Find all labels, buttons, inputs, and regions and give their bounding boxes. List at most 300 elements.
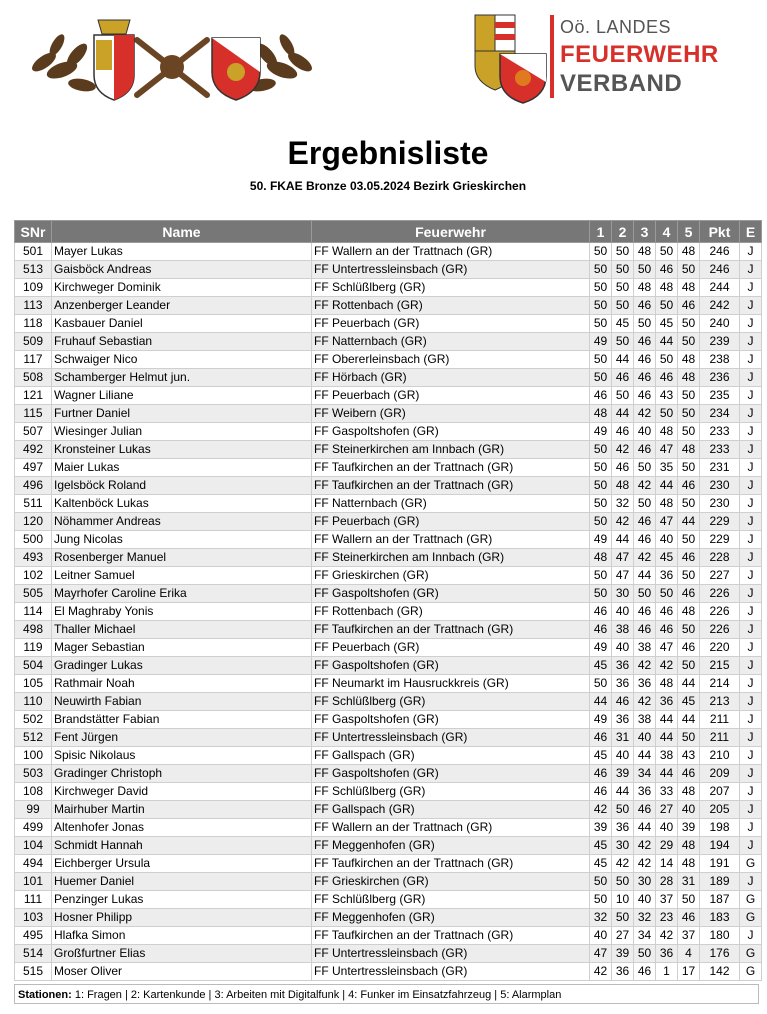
- cell-snr: 499: [15, 819, 52, 837]
- cell-e: J: [740, 621, 762, 639]
- cell-feuerwehr: FF Gaspoltshofen (GR): [312, 657, 590, 675]
- cell-station-1: 42: [590, 801, 612, 819]
- cell-e: J: [740, 495, 762, 513]
- cell-station-4: 44: [656, 729, 678, 747]
- cell-e: J: [740, 693, 762, 711]
- cell-snr: 114: [15, 603, 52, 621]
- cell-station-4: 50: [656, 351, 678, 369]
- cell-station-4: 50: [656, 585, 678, 603]
- cell-station-5: 48: [678, 351, 700, 369]
- cell-station-2: 44: [612, 531, 634, 549]
- cell-station-5: 48: [678, 855, 700, 873]
- cell-feuerwehr: FF Taufkirchen an der Trattnach (GR): [312, 855, 590, 873]
- col-header-station-1: 1: [590, 221, 612, 243]
- cell-station-1: 50: [590, 243, 612, 261]
- cell-station-1: 47: [590, 945, 612, 963]
- org-name-line1: Oö. LANDES: [560, 17, 672, 37]
- cell-e: G: [740, 909, 762, 927]
- cell-station-1: 32: [590, 909, 612, 927]
- cell-station-4: 38: [656, 747, 678, 765]
- cell-name: Schmidt Hannah: [52, 837, 312, 855]
- cell-station-4: 50: [656, 243, 678, 261]
- cell-station-1: 45: [590, 747, 612, 765]
- cell-snr: 100: [15, 747, 52, 765]
- org-name-line2: FEUERWEHR: [560, 41, 719, 68]
- table-row: [15, 765, 762, 783]
- cell-name: Penzinger Lukas: [52, 891, 312, 909]
- col-header-name: Name: [52, 221, 312, 243]
- cell-name: Hosner Philipp: [52, 909, 312, 927]
- cell-station-2: 39: [612, 765, 634, 783]
- cell-station-5: 46: [678, 765, 700, 783]
- cell-station-3: 50: [634, 945, 656, 963]
- cell-station-4: 33: [656, 783, 678, 801]
- cell-station-3: 34: [634, 765, 656, 783]
- col-header-station-5: 5: [678, 221, 700, 243]
- cell-points: 191: [700, 855, 740, 873]
- cell-station-3: 46: [634, 387, 656, 405]
- cell-station-2: 46: [612, 693, 634, 711]
- cell-station-3: 42: [634, 477, 656, 495]
- cell-station-1: 50: [590, 279, 612, 297]
- table-row: [15, 603, 762, 621]
- cell-snr: 102: [15, 567, 52, 585]
- cell-feuerwehr: FF Untertressleinsbach (GR): [312, 261, 590, 279]
- cell-station-5: 46: [678, 477, 700, 495]
- table-row: [15, 639, 762, 657]
- cell-points: 228: [700, 549, 740, 567]
- cell-station-5: 50: [678, 405, 700, 423]
- cell-snr: 494: [15, 855, 52, 873]
- table-row: [15, 747, 762, 765]
- table-row: [15, 819, 762, 837]
- cell-station-5: 31: [678, 873, 700, 891]
- cell-station-2: 45: [612, 315, 634, 333]
- cell-station-3: 44: [634, 747, 656, 765]
- cell-station-2: 32: [612, 495, 634, 513]
- cell-station-1: 49: [590, 423, 612, 441]
- cell-name: Gradinger Lukas: [52, 657, 312, 675]
- cell-station-1: 50: [590, 873, 612, 891]
- cell-station-2: 42: [612, 855, 634, 873]
- cell-station-5: 45: [678, 693, 700, 711]
- cell-station-4: 45: [656, 315, 678, 333]
- cell-station-3: 44: [634, 567, 656, 585]
- cell-station-3: 42: [634, 549, 656, 567]
- cell-e: J: [740, 351, 762, 369]
- cell-points: 183: [700, 909, 740, 927]
- cell-station-3: 46: [634, 801, 656, 819]
- cell-name: Brandstätter Fabian: [52, 711, 312, 729]
- table-row: [15, 243, 762, 261]
- cell-station-1: 46: [590, 603, 612, 621]
- table-row: [15, 297, 762, 315]
- cell-station-4: 47: [656, 441, 678, 459]
- cell-station-2: 50: [612, 909, 634, 927]
- cell-name: Kasbauer Daniel: [52, 315, 312, 333]
- table-row: [15, 567, 762, 585]
- cell-station-1: 50: [590, 261, 612, 279]
- cell-feuerwehr: FF Peuerbach (GR): [312, 315, 590, 333]
- cell-name: Gaisböck Andreas: [52, 261, 312, 279]
- cell-station-3: 46: [634, 963, 656, 981]
- cell-station-4: 46: [656, 369, 678, 387]
- table-row: [15, 945, 762, 963]
- cell-e: J: [740, 459, 762, 477]
- cell-snr: 105: [15, 675, 52, 693]
- cell-station-2: 40: [612, 639, 634, 657]
- cell-station-2: 42: [612, 513, 634, 531]
- cell-feuerwehr: FF Natternbach (GR): [312, 495, 590, 513]
- cell-feuerwehr: FF Taufkirchen an der Trattnach (GR): [312, 621, 590, 639]
- cell-feuerwehr: FF Untertressleinsbach (GR): [312, 945, 590, 963]
- cell-feuerwehr: FF Untertressleinsbach (GR): [312, 729, 590, 747]
- cell-feuerwehr: FF Wallern an der Trattnach (GR): [312, 819, 590, 837]
- cell-station-2: 50: [612, 801, 634, 819]
- col-header-points: Pkt: [700, 221, 740, 243]
- cell-feuerwehr: FF Gallspach (GR): [312, 801, 590, 819]
- cell-feuerwehr: FF Rottenbach (GR): [312, 603, 590, 621]
- cell-station-1: 50: [590, 369, 612, 387]
- col-header-e: E: [740, 221, 762, 243]
- cell-station-2: 46: [612, 459, 634, 477]
- cell-station-3: 50: [634, 495, 656, 513]
- cell-e: J: [740, 297, 762, 315]
- cell-name: Mayer Lukas: [52, 243, 312, 261]
- cell-station-1: 42: [590, 963, 612, 981]
- cell-e: J: [740, 765, 762, 783]
- cell-name: El Maghraby Yonis: [52, 603, 312, 621]
- cell-station-2: 42: [612, 441, 634, 459]
- cell-station-3: 50: [634, 459, 656, 477]
- cell-points: 230: [700, 495, 740, 513]
- cell-feuerwehr: FF Schlüßlberg (GR): [312, 693, 590, 711]
- cell-station-2: 39: [612, 945, 634, 963]
- cell-station-1: 48: [590, 549, 612, 567]
- cell-e: J: [740, 603, 762, 621]
- cell-station-5: 44: [678, 675, 700, 693]
- cell-station-4: 43: [656, 387, 678, 405]
- cell-station-1: 46: [590, 387, 612, 405]
- cell-e: G: [740, 945, 762, 963]
- cell-station-1: 49: [590, 639, 612, 657]
- cell-station-1: 50: [590, 675, 612, 693]
- cell-snr: 503: [15, 765, 52, 783]
- cell-e: G: [740, 963, 762, 981]
- cell-feuerwehr: FF Grieskirchen (GR): [312, 567, 590, 585]
- cell-feuerwehr: FF Natternbach (GR): [312, 333, 590, 351]
- cell-station-3: 46: [634, 369, 656, 387]
- stations-legend-text: 1: Fragen | 2: Kartenkunde | 3: Arbeiten mit Digitalfunk | 4: Funker im Einsatzfahrzeug | 5: Alarmplan: [71, 989, 562, 1001]
- cell-e: J: [740, 369, 762, 387]
- cell-e: J: [740, 477, 762, 495]
- table-row: [15, 531, 762, 549]
- table-row: [15, 855, 762, 873]
- cell-name: Eichberger Ursula: [52, 855, 312, 873]
- cell-e: J: [740, 639, 762, 657]
- cell-points: 142: [700, 963, 740, 981]
- cell-station-2: 50: [612, 297, 634, 315]
- table-row: [15, 279, 762, 297]
- cell-snr: 508: [15, 369, 52, 387]
- cell-points: 207: [700, 783, 740, 801]
- cell-station-3: 40: [634, 423, 656, 441]
- cell-name: Gradinger Christoph: [52, 765, 312, 783]
- cell-station-5: 37: [678, 927, 700, 945]
- logo-divider: [550, 15, 554, 98]
- cell-station-4: 44: [656, 711, 678, 729]
- table-row: [15, 909, 762, 927]
- cell-name: Neuwirth Fabian: [52, 693, 312, 711]
- table-row: [15, 621, 762, 639]
- cell-points: 240: [700, 315, 740, 333]
- cell-station-3: 46: [634, 333, 656, 351]
- cell-station-1: 44: [590, 693, 612, 711]
- cell-feuerwehr: FF Grieskirchen (GR): [312, 873, 590, 891]
- cell-station-1: 45: [590, 657, 612, 675]
- col-header-feuerwehr: Feuerwehr: [312, 221, 590, 243]
- cell-e: J: [740, 873, 762, 891]
- cell-name: Rosenberger Manuel: [52, 549, 312, 567]
- table-row: [15, 441, 762, 459]
- cell-station-5: 48: [678, 783, 700, 801]
- cell-points: 242: [700, 297, 740, 315]
- cell-station-4: 50: [656, 297, 678, 315]
- cell-station-4: 28: [656, 873, 678, 891]
- cell-station-5: 40: [678, 801, 700, 819]
- cell-station-5: 50: [678, 459, 700, 477]
- cell-station-5: 48: [678, 243, 700, 261]
- cell-station-5: 48: [678, 369, 700, 387]
- cell-points: 213: [700, 693, 740, 711]
- cell-snr: 511: [15, 495, 52, 513]
- cell-station-3: 38: [634, 711, 656, 729]
- cell-points: 234: [700, 405, 740, 423]
- cell-station-5: 50: [678, 333, 700, 351]
- cell-station-3: 40: [634, 729, 656, 747]
- page-subtitle: 50. FKAE Bronze 03.05.2024 Bezirk Grieskirchen: [249, 179, 527, 193]
- cell-station-2: 36: [612, 711, 634, 729]
- cell-points: 239: [700, 333, 740, 351]
- cell-feuerwehr: FF Peuerbach (GR): [312, 513, 590, 531]
- cell-station-4: 44: [656, 477, 678, 495]
- cell-e: J: [740, 801, 762, 819]
- cell-station-1: 50: [590, 477, 612, 495]
- cell-station-4: 42: [656, 927, 678, 945]
- cell-station-5: 48: [678, 279, 700, 297]
- cell-snr: 498: [15, 621, 52, 639]
- cell-station-2: 30: [612, 585, 634, 603]
- cell-station-4: 35: [656, 459, 678, 477]
- cell-station-1: 49: [590, 711, 612, 729]
- cell-station-1: 45: [590, 855, 612, 873]
- cell-station-3: 48: [634, 279, 656, 297]
- cell-feuerwehr: FF Rottenbach (GR): [312, 297, 590, 315]
- cell-snr: 504: [15, 657, 52, 675]
- cell-name: Leitner Samuel: [52, 567, 312, 585]
- cell-station-5: 50: [678, 531, 700, 549]
- cell-station-4: 36: [656, 567, 678, 585]
- cell-snr: 110: [15, 693, 52, 711]
- cell-name: Wagner Liliane: [52, 387, 312, 405]
- cell-station-1: 39: [590, 819, 612, 837]
- cell-station-5: 43: [678, 747, 700, 765]
- cell-snr: 120: [15, 513, 52, 531]
- cell-station-5: 50: [678, 261, 700, 279]
- cell-name: Mairhuber Martin: [52, 801, 312, 819]
- cell-station-4: 46: [656, 261, 678, 279]
- cell-feuerwehr: FF Peuerbach (GR): [312, 639, 590, 657]
- cell-station-1: 46: [590, 729, 612, 747]
- cell-station-5: 46: [678, 639, 700, 657]
- cell-snr: 99: [15, 801, 52, 819]
- cell-snr: 103: [15, 909, 52, 927]
- cell-snr: 497: [15, 459, 52, 477]
- cell-name: Nöhammer Andreas: [52, 513, 312, 531]
- cell-station-3: 42: [634, 693, 656, 711]
- cell-points: 226: [700, 621, 740, 639]
- cell-feuerwehr: FF Taufkirchen an der Trattnach (GR): [312, 459, 590, 477]
- cell-station-4: 40: [656, 531, 678, 549]
- cell-station-2: 40: [612, 603, 634, 621]
- cell-station-5: 50: [678, 423, 700, 441]
- col-header-station-4: 4: [656, 221, 678, 243]
- table-row: [15, 495, 762, 513]
- cell-station-4: 48: [656, 279, 678, 297]
- cell-e: J: [740, 513, 762, 531]
- cell-points: 176: [700, 945, 740, 963]
- cell-snr: 492: [15, 441, 52, 459]
- cell-station-5: 48: [678, 441, 700, 459]
- cell-name: Wiesinger Julian: [52, 423, 312, 441]
- table-row: [15, 513, 762, 531]
- cell-station-3: 46: [634, 513, 656, 531]
- cell-station-4: 42: [656, 657, 678, 675]
- cell-name: Kirchweger Dominik: [52, 279, 312, 297]
- cell-snr: 115: [15, 405, 52, 423]
- cell-e: J: [740, 837, 762, 855]
- cell-name: Altenhofer Jonas: [52, 819, 312, 837]
- cell-station-5: 48: [678, 603, 700, 621]
- cell-station-5: 46: [678, 585, 700, 603]
- cell-station-1: 50: [590, 441, 612, 459]
- cell-station-1: 50: [590, 351, 612, 369]
- cell-points: 244: [700, 279, 740, 297]
- cell-station-3: 44: [634, 819, 656, 837]
- table-row: [15, 351, 762, 369]
- cell-snr: 509: [15, 333, 52, 351]
- cell-station-4: 47: [656, 639, 678, 657]
- cell-points: 211: [700, 729, 740, 747]
- cell-station-2: 50: [612, 243, 634, 261]
- cell-name: Großfurtner Elias: [52, 945, 312, 963]
- cell-station-3: 46: [634, 441, 656, 459]
- cell-station-2: 38: [612, 621, 634, 639]
- district-emblem-logo: [22, 10, 322, 105]
- cell-points: 231: [700, 459, 740, 477]
- cell-points: 229: [700, 531, 740, 549]
- cell-station-3: 42: [634, 855, 656, 873]
- cell-station-4: 40: [656, 819, 678, 837]
- cell-name: Spisic Nikolaus: [52, 747, 312, 765]
- cell-snr: 118: [15, 315, 52, 333]
- cell-snr: 495: [15, 927, 52, 945]
- table-row: [15, 891, 762, 909]
- cell-station-3: 46: [634, 531, 656, 549]
- cell-name: Maier Lukas: [52, 459, 312, 477]
- cell-points: 236: [700, 369, 740, 387]
- cell-station-3: 36: [634, 675, 656, 693]
- cell-station-5: 50: [678, 495, 700, 513]
- cell-station-2: 36: [612, 963, 634, 981]
- cell-station-4: 36: [656, 945, 678, 963]
- cell-name: Igelsböck Roland: [52, 477, 312, 495]
- cell-e: J: [740, 423, 762, 441]
- cell-name: Mayrhofer Caroline Erika: [52, 585, 312, 603]
- cell-e: J: [740, 819, 762, 837]
- cell-station-3: 46: [634, 603, 656, 621]
- cell-points: 235: [700, 387, 740, 405]
- cell-station-2: 50: [612, 387, 634, 405]
- cell-station-5: 50: [678, 729, 700, 747]
- cell-station-5: 46: [678, 549, 700, 567]
- cell-snr: 496: [15, 477, 52, 495]
- cell-station-2: 44: [612, 405, 634, 423]
- cell-e: J: [740, 315, 762, 333]
- cell-station-5: 44: [678, 711, 700, 729]
- col-header-snr: SNr: [15, 221, 52, 243]
- cell-name: Rathmair Noah: [52, 675, 312, 693]
- cell-e: J: [740, 279, 762, 297]
- cell-feuerwehr: FF Gaspoltshofen (GR): [312, 585, 590, 603]
- cell-name: Huemer Daniel: [52, 873, 312, 891]
- cell-station-4: 48: [656, 495, 678, 513]
- cell-feuerwehr: FF Wallern an der Trattnach (GR): [312, 531, 590, 549]
- cell-station-1: 50: [590, 585, 612, 603]
- cell-snr: 111: [15, 891, 52, 909]
- table-row: [15, 729, 762, 747]
- cell-station-5: 48: [678, 837, 700, 855]
- cell-points: 246: [700, 261, 740, 279]
- cell-station-4: 48: [656, 423, 678, 441]
- cell-station-5: 50: [678, 621, 700, 639]
- cell-e: J: [740, 675, 762, 693]
- table-row: [15, 711, 762, 729]
- cell-snr: 101: [15, 873, 52, 891]
- table-row: [15, 405, 762, 423]
- table-row: [15, 333, 762, 351]
- cell-station-1: 50: [590, 315, 612, 333]
- cell-station-2: 50: [612, 333, 634, 351]
- cell-station-5: 17: [678, 963, 700, 981]
- cell-station-1: 50: [590, 459, 612, 477]
- cell-station-2: 10: [612, 891, 634, 909]
- cell-points: 211: [700, 711, 740, 729]
- cell-station-4: 46: [656, 603, 678, 621]
- cell-snr: 507: [15, 423, 52, 441]
- cell-points: 229: [700, 513, 740, 531]
- cell-feuerwehr: FF Gaspoltshofen (GR): [312, 765, 590, 783]
- cell-station-3: 38: [634, 639, 656, 657]
- table-row: [15, 783, 762, 801]
- cell-snr: 505: [15, 585, 52, 603]
- cell-station-5: 44: [678, 513, 700, 531]
- cell-station-2: 46: [612, 423, 634, 441]
- cell-station-3: 42: [634, 837, 656, 855]
- cell-snr: 117: [15, 351, 52, 369]
- cell-station-4: 23: [656, 909, 678, 927]
- cell-e: J: [740, 387, 762, 405]
